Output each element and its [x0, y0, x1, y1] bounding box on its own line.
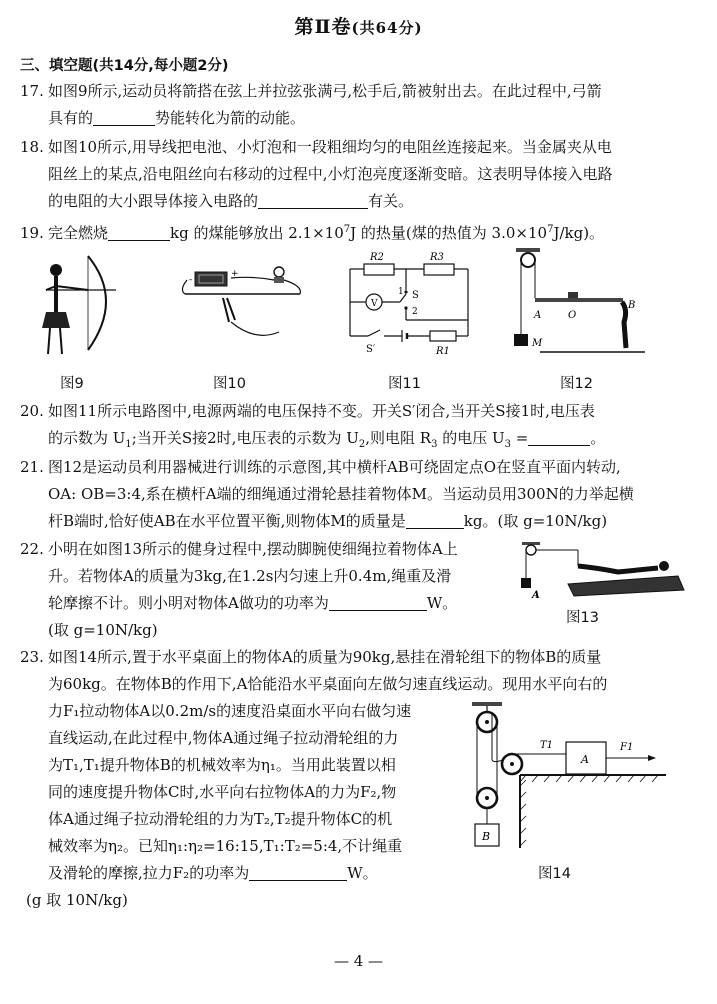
- figure-9-caption: 图9: [60, 376, 84, 392]
- question-text: 升。若物体A的质量为3kg,在1.2s内匀速上升0.4m,绳重及滑: [48, 567, 452, 585]
- question-text: W。: [347, 864, 378, 882]
- figure-11-caption: 图11: [388, 376, 421, 392]
- label-r2: R2: [370, 252, 384, 263]
- subscript: 1: [125, 439, 132, 450]
- subscript: 3: [504, 439, 512, 450]
- question-text: 如图10所示,用导线把电池、小灯泡和一段粗细均匀的电阻丝连接起来。当金属夹从电: [48, 138, 612, 156]
- label-s: S: [412, 290, 419, 301]
- question-text: 如图11所示电路图中,电源两端的电压保持不变。开关S′闭合,当开关S接1时,电压表: [48, 402, 595, 420]
- subscript: 2: [358, 439, 366, 450]
- label-r1: R1: [436, 346, 450, 357]
- figure-14-caption: 图14: [538, 866, 571, 882]
- title-sub: (共64分): [351, 19, 423, 37]
- question-text: J 的热量(煤的热值为 3.0×10: [350, 224, 548, 242]
- label-t1: T1: [540, 740, 554, 751]
- figure-13-caption: 图13: [566, 610, 599, 626]
- question-text: W。: [426, 594, 458, 612]
- question-text: 如图14所示,置于水平桌面上的物体A的质量为90kg,悬挂在滑轮组下的物体B的质量: [48, 648, 602, 666]
- question-text: 的示数为 U: [48, 429, 126, 447]
- label-1: 1: [398, 287, 404, 297]
- label-f1: F1: [620, 742, 634, 753]
- label-a: A: [534, 310, 542, 321]
- question-text: 势能转化为箭的动能。: [155, 109, 306, 127]
- answer-blank[interactable]: [93, 109, 155, 126]
- question-text: 具有的: [48, 109, 94, 127]
- question-text: 直线运动,在此过程中,物体A通过绳子拉动滑轮组的力: [48, 729, 399, 747]
- question-text: 有关。: [368, 192, 414, 210]
- label-a: A: [532, 590, 540, 600]
- label-o: O: [568, 310, 577, 321]
- question-17: [20, 78, 700, 132]
- section-title: 三、填空题(共14分,每小题2分): [20, 58, 229, 74]
- answer-blank[interactable]: [249, 864, 347, 881]
- question-text: 及滑轮的摩擦,拉力F₂的功率为: [48, 864, 250, 882]
- question-text: 轮摩擦不计。则小明对物体A做功的功率为: [48, 594, 329, 612]
- circuit-wire-figure: [175, 262, 310, 352]
- question-text: 为T₁,T₁提升物体B的机械效率为η₁。当用此装置以相: [48, 756, 396, 774]
- question-text: ,则电阻 R: [365, 429, 432, 447]
- title-main: 第Ⅱ卷: [294, 16, 352, 38]
- question-18: [20, 134, 700, 215]
- page-title: [0, 12, 717, 39]
- label-2: 2: [412, 307, 418, 317]
- question-text: (g 取 10N/kg): [26, 891, 128, 909]
- circuit-diagram-figure: [344, 250, 474, 358]
- svg-text:+: +: [231, 269, 239, 279]
- question-number: 18.: [20, 138, 44, 156]
- question-text: 完全燃烧: [48, 224, 109, 242]
- question-text: ;当开关S接2时,电压表的示数为 U: [131, 429, 359, 447]
- exponent: 7: [547, 224, 554, 235]
- label-r3: R3: [430, 252, 444, 263]
- question-text: 阻丝上的某点,沿电阻丝向右移动的过程中,小灯泡亮度逐渐变暗。这表明导体接入电路: [48, 165, 613, 183]
- question-number: 22.: [20, 540, 44, 558]
- answer-blank[interactable]: [258, 192, 368, 209]
- question-text: 同的速度提升物体C时,水平向右拉物体A的力为F₂,物: [48, 783, 397, 801]
- figure-10-caption: 图10: [213, 376, 246, 392]
- question-text: 力F₁拉动物体A以0.2m/s的速度沿桌面水平向右做匀速: [48, 702, 412, 720]
- question-text: 为60kg。在物体B的作用下,A恰能沿水平桌面向左做匀速直线运动。现用水平向右的: [48, 675, 608, 693]
- lever-figure: [510, 244, 660, 358]
- figure-12-caption: 图12: [560, 376, 593, 392]
- question-text: 体A通过绳子拉动滑轮组的力为T₂,T₂提升物体C的机: [48, 810, 393, 828]
- question-text: 的电压 U: [437, 429, 505, 447]
- label-b: B: [628, 300, 636, 311]
- question-text: 。: [590, 429, 606, 447]
- question-20: [20, 398, 700, 458]
- subscript: 3: [431, 439, 438, 450]
- label-b: B: [482, 830, 491, 843]
- question-text: J/kg)。: [553, 224, 605, 242]
- question-text: 小明在如图13所示的健身过程中,摆动脚腕使细绳拉着物体A上: [48, 540, 458, 558]
- question-text: OA: OB=3:4,系在横杆A端的细绳通过滑轮悬挂着物体M。当运动员用300N的力举起横: [48, 485, 634, 503]
- exponent: 7: [343, 224, 351, 235]
- question-text: 械效率为η₂。已知η₁:η₂=16:15,T₁:T₂=5:4,不计绳重: [48, 837, 403, 855]
- question-number: 20.: [20, 402, 44, 420]
- answer-blank[interactable]: [406, 512, 464, 529]
- svg-text:-: -: [189, 275, 193, 285]
- question-text: 的电阻的大小跟导体接入电路的: [48, 192, 259, 210]
- question-21: [20, 454, 700, 535]
- question-text: (取 g=10N/kg): [48, 621, 158, 639]
- archer-figure: [38, 250, 128, 362]
- question-text: 杆B端时,恰好使AB在水平位置平衡,则物体M的质量是: [48, 512, 406, 530]
- page-number: — 4 —: [333, 952, 384, 970]
- question-number: 21.: [20, 458, 44, 476]
- question-22: [20, 536, 500, 644]
- question-number: 19.: [20, 224, 44, 242]
- pulley-system-figure: [468, 700, 673, 852]
- question-number: 23.: [20, 648, 44, 666]
- fitness-figure: [518, 538, 688, 600]
- question-text: kg。(取 g=10N/kg): [463, 512, 608, 530]
- label-m: M: [532, 338, 543, 349]
- answer-blank[interactable]: [329, 594, 427, 611]
- label-s-prime: S′: [366, 344, 376, 355]
- answer-blank[interactable]: [528, 429, 590, 446]
- label-v: V: [371, 299, 378, 309]
- question-number: 17.: [20, 82, 44, 100]
- question-text: =: [511, 429, 529, 447]
- question-text: 图12是运动员利用器械进行训练的示意图,其中横杆AB可绕固定点O在竖直平面内转动,: [48, 458, 621, 476]
- question-19: [20, 216, 700, 247]
- question-text: kg 的煤能够放出 2.1×10: [170, 224, 344, 242]
- answer-blank[interactable]: [108, 224, 170, 241]
- question-text: 如图9所示,运动员将箭搭在弦上并拉弦张满弓,松手后,箭被射出去。在此过程中,弓箭: [48, 82, 602, 100]
- label-a: A: [581, 753, 589, 766]
